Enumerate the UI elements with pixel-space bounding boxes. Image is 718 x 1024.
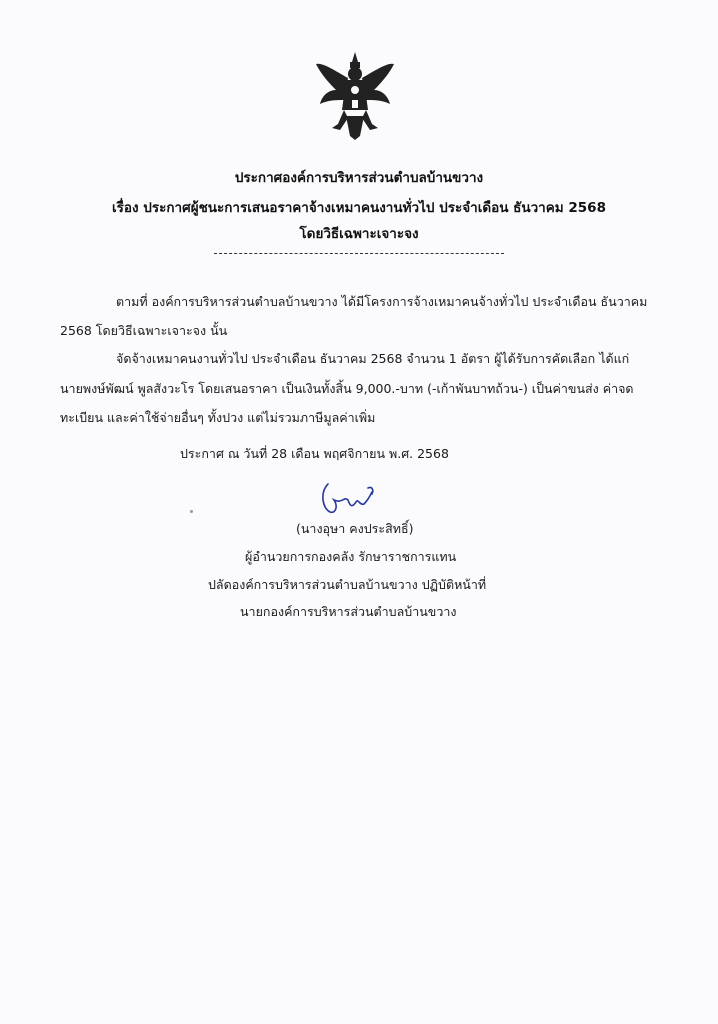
garuda-emblem-icon: [310, 50, 400, 142]
paragraph-2-line-3: ทะเบียน และค่าใช้จ่ายอื่นๆ ทั้งปวง แต่ไม่รวมภาษีมูลค่าเพิ่ม: [60, 410, 376, 425]
paragraph-2-line-1: จัดจ้างเหมาคนงานทั่วไป ประจำเดือน ธันวาคม 2568 จำนวน 1 อัตรา ผู้ได้รับการคัดเลือก ได้แก่: [116, 351, 630, 366]
announcement-subject: เรื่อง ประกาศผู้ชนะการเสนอราคาจ้างเหมาคนงานทั่วไป ประจำเดือน ธันวาคม 2568: [112, 200, 606, 216]
scan-speck: [190, 510, 193, 513]
signer-name: (นางอุษา คงประสิทธิ์): [296, 521, 414, 536]
announcement-date: ประกาศ ณ วันที่ 28 เดือน พฤศจิกายน พ.ศ. 2568: [180, 446, 449, 461]
divider-line: [214, 253, 504, 254]
announcement-method: โดยวิธีเฉพาะเจาะจง: [299, 226, 419, 242]
handwritten-signature: [318, 478, 378, 518]
signer-position-1: ผู้อำนวยการกองคลัง รักษาราชการแทน: [245, 549, 457, 564]
paragraph-2-line-2: นายพงษ์พัฒน์ พูลสังวะโร โดยเสนอราคา เป็นเงินทั้งสิ้น 9,000.-บาท (-เก้าพันบาทถ้วน-) เป็นค่าขนส่ง ค่าจด: [60, 381, 634, 396]
announcement-title: ประกาศองค์การบริหารส่วนตำบลบ้านขวาง: [234, 170, 484, 186]
signer-position-2: ปลัดองค์การบริหารส่วนตำบลบ้านขวาง ปฏิบัติหน้าที่: [208, 577, 487, 592]
paragraph-1-line-1: ตามที่ องค์การบริหารส่วนตำบลบ้านขวาง ได้มีโครงการจ้างเหมาคนจ้างทั่วไป ประจำเดือน ธันวาคม: [116, 294, 648, 309]
signer-position-3: นายกองค์การบริหารส่วนตำบลบ้านขวาง: [240, 604, 457, 619]
paragraph-1-line-2: 2568 โดยวิธีเฉพาะเจาะจง นั้น: [60, 323, 228, 338]
